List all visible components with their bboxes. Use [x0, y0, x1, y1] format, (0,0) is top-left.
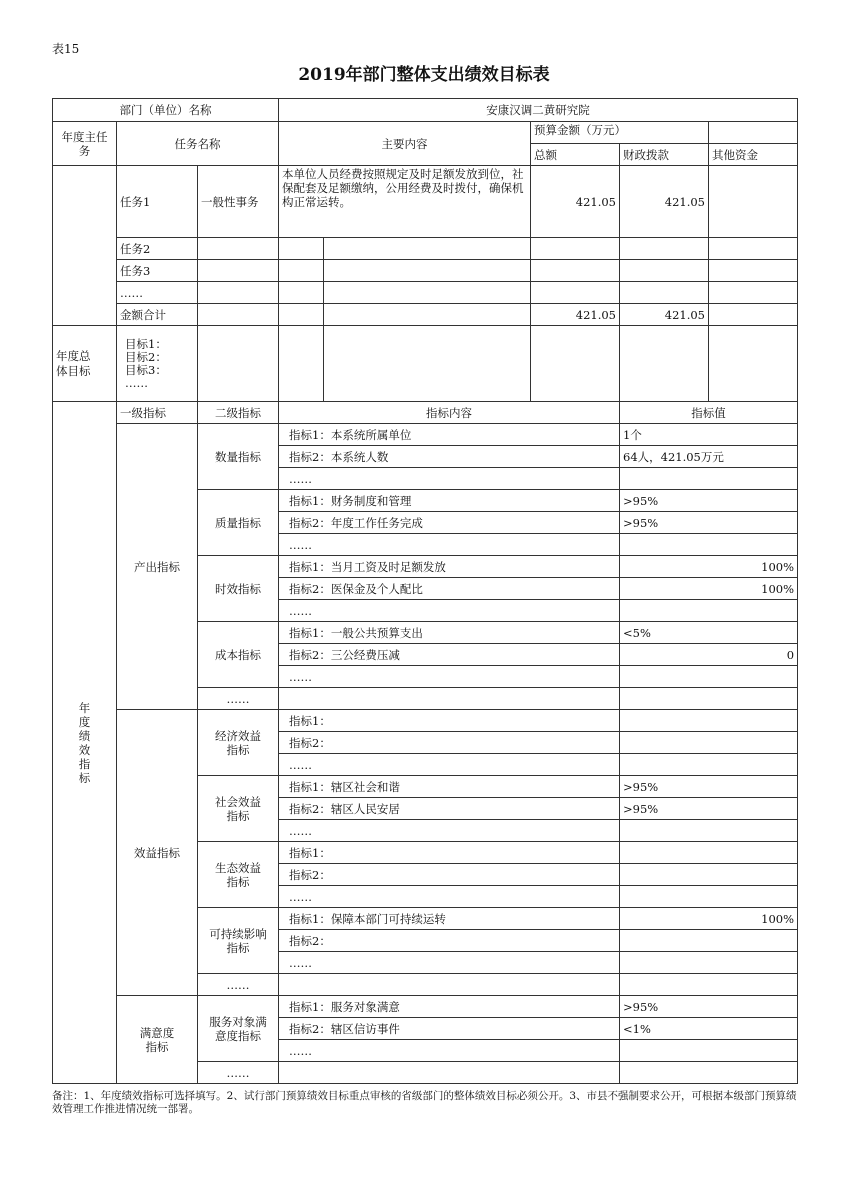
eco-label: 生态效益指标: [198, 842, 279, 908]
satisfaction-label: 满意度指标: [117, 996, 198, 1084]
page-title: 2019年部门整体支出绩效目标表: [298, 65, 550, 85]
annual-task-header: 年度主任务: [53, 122, 117, 166]
indicator-content: 指标1：保障本部门可持续运转: [279, 908, 620, 930]
indicator-value: >95%: [620, 798, 798, 820]
output-label: 产出指标: [117, 424, 198, 710]
indicator-content: 指标1：服务对象满意: [279, 996, 620, 1018]
overall-goal-list: 目标1： 目标2： 目标3： ……: [117, 326, 198, 402]
indicator-content: 指标1：本系统所属单位: [279, 424, 620, 446]
other-header: 其他资金: [709, 144, 798, 166]
overall-goal-row: [53, 326, 798, 402]
indicator-value: 1个: [620, 424, 798, 446]
timely-label: 时效指标: [198, 556, 279, 622]
social-label: 社会效益指标: [198, 776, 279, 842]
indicator-content: 指标1：辖区社会和谐: [279, 776, 620, 798]
task3-label: 任务3: [117, 260, 198, 282]
task2-row: [53, 238, 798, 260]
value-header: 指标值: [620, 402, 798, 424]
footnote: 备注：1、年度绩效指标可选择填写。2、试行部门预算绩效目标重点审核的省级部门的整体绩效目标必须公开。3、市县不强制要求公开，可根据本级部门预算绩效管理工作推进情况统一部署。: [52, 1090, 797, 1115]
indicator-content: 指标2：医保金及个人配比: [279, 578, 620, 600]
indicator-content: 指标1：: [279, 842, 620, 864]
task1-label: 任务1: [117, 166, 198, 238]
task3-row: [53, 260, 798, 282]
indicator-content: ……: [279, 1040, 620, 1062]
content-header: 指标内容: [279, 402, 620, 424]
dept-name: 安康汉调二黄研究院: [279, 99, 798, 122]
indicator-content: ……: [279, 666, 620, 688]
indicator-content: ……: [279, 600, 620, 622]
indicator-content: 指标2：本系统人数: [279, 446, 620, 468]
budget-header: 预算金额（万元）: [531, 122, 709, 144]
indicator-content: 指标2：辖区信访事件: [279, 1018, 620, 1040]
task1-other: [709, 166, 798, 238]
task2-label: 任务2: [117, 238, 198, 260]
fiscal-header: 财政拨款: [620, 144, 709, 166]
indicator-content: 指标1：: [279, 710, 620, 732]
task1-name: 一般性事务: [198, 166, 279, 238]
benefit-more: ……: [198, 974, 279, 996]
indicator-value: >95%: [620, 512, 798, 534]
sum-label: 金额合计: [117, 304, 198, 326]
indicator-content: 指标1：一般公共预算支出: [279, 622, 620, 644]
satisfaction-more: ……: [198, 1062, 279, 1084]
indicator-content: ……: [279, 534, 620, 556]
level2-header: 二级指标: [198, 402, 279, 424]
sum-total: 421.05: [531, 304, 620, 326]
indicator-content: 指标2：: [279, 930, 620, 952]
main-content-header: 主要内容: [279, 122, 531, 166]
task-sum-row: [53, 304, 798, 326]
table-row: [53, 424, 798, 446]
indicator-value: >95%: [620, 490, 798, 512]
level1-header: 一级指标: [117, 402, 198, 424]
perf-label-cell: 年度绩效指标: [53, 402, 117, 1084]
task-name-header: 任务名称: [117, 122, 279, 166]
indicator-content: ……: [279, 754, 620, 776]
indicator-value: 100%: [620, 578, 798, 600]
quantity-label: 数量指标: [198, 424, 279, 490]
indicator-content: ……: [279, 468, 620, 490]
task1-total: 421.05: [531, 166, 620, 238]
indicator-value: 100%: [620, 908, 798, 930]
indicator-value: >95%: [620, 776, 798, 798]
cost-label: 成本指标: [198, 622, 279, 688]
indicator-value: >95%: [620, 996, 798, 1018]
sheet-number: 表15: [52, 42, 80, 56]
task1-row: [53, 166, 798, 238]
task-more-label: ……: [117, 282, 198, 304]
budget-header-blank: [709, 122, 798, 144]
indicator-content: 指标2：: [279, 732, 620, 754]
task1-content: 本单位人员经费按照规定及时足额发放到位，社保配套及足额缴纳，公用经费及时拨付，确保机构正常运转。: [279, 166, 531, 238]
indicator-content: 指标1：财务制度和管理: [279, 490, 620, 512]
table-row: [53, 996, 798, 1018]
indicator-value: <1%: [620, 1018, 798, 1040]
output-more: ……: [198, 688, 279, 710]
indicator-content: 指标1：当月工资及时足额发放: [279, 556, 620, 578]
benefit-label: 效益指标: [117, 710, 198, 996]
economic-label: 经济效益指标: [198, 710, 279, 776]
annual-task-cell: [53, 166, 117, 326]
service-target-label: 服务对象满意度指标: [198, 996, 279, 1062]
performance-table: [52, 98, 798, 1084]
indicator-content: ……: [279, 952, 620, 974]
overall-goal-label: 年度总体目标: [53, 326, 117, 402]
sum-fiscal: 421.05: [620, 304, 709, 326]
indicator-content: 指标2：三公经费压减: [279, 644, 620, 666]
indicator-value: 64人，421.05万元: [620, 446, 798, 468]
dept-label: 部门（单位）名称: [53, 99, 279, 122]
indicator-content: 指标2：辖区人民安居: [279, 798, 620, 820]
sustain-label: 可持续影响指标: [198, 908, 279, 974]
indicator-content: 指标2：年度工作任务完成: [279, 512, 620, 534]
task-more-row: [53, 282, 798, 304]
header-row-1: [53, 122, 798, 144]
indicator-content: ……: [279, 820, 620, 842]
indicator-value: 100%: [620, 556, 798, 578]
quality-label: 质量指标: [198, 490, 279, 556]
total-header: 总额: [531, 144, 620, 166]
indicator-content: 指标2：: [279, 864, 620, 886]
task1-fiscal: 421.05: [620, 166, 709, 238]
table-row: [53, 710, 798, 732]
dept-row: [53, 99, 798, 122]
indicator-header-row: [53, 402, 798, 424]
indicator-value: 0: [620, 644, 798, 666]
indicator-content: ……: [279, 886, 620, 908]
indicator-value: <5%: [620, 622, 798, 644]
